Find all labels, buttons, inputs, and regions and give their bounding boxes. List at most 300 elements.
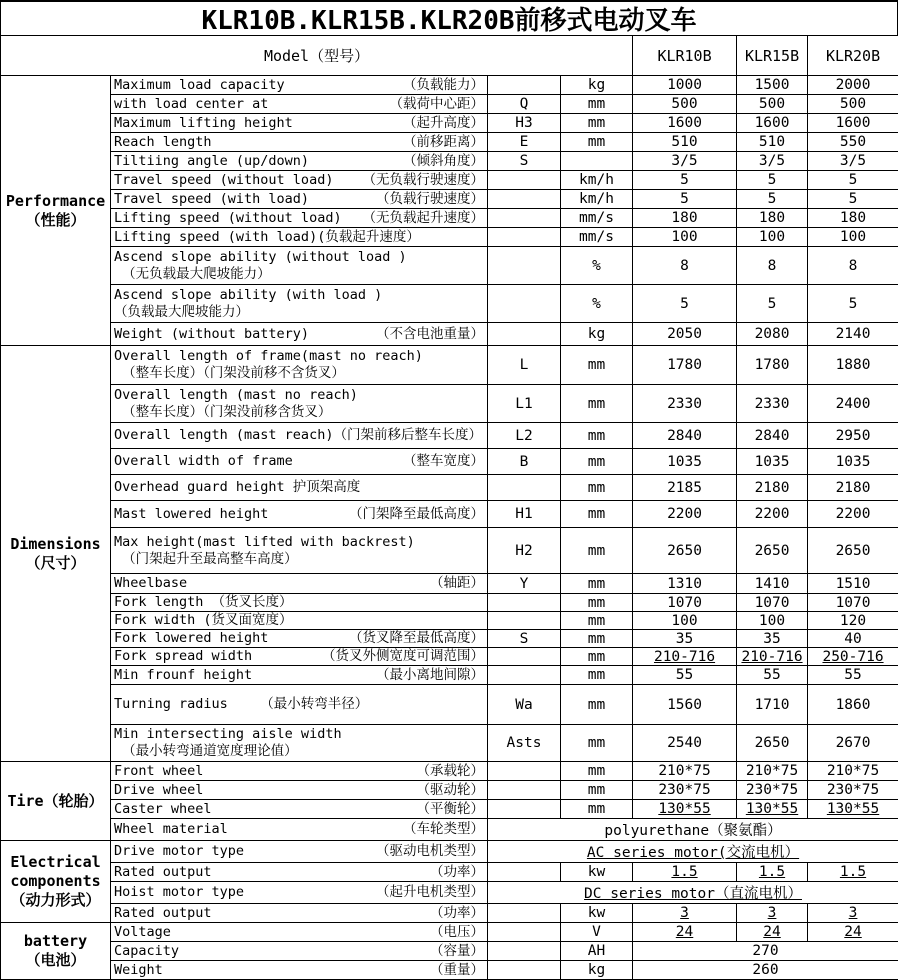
spec-label-en: Overall length (mast no reach) (114, 387, 484, 404)
value-klr20b: 1070 (808, 594, 898, 612)
value-klr10b: 100 (633, 612, 737, 630)
spec-label (111, 882, 488, 904)
value-klr15b: 130*55 (737, 800, 808, 819)
table-row (1, 209, 898, 228)
value-klr15b: 2650 (737, 528, 808, 574)
symbol-cell (488, 648, 561, 666)
spec-label (111, 762, 488, 781)
spec-label-cn: （平衡轮） (417, 801, 485, 818)
table-row (1, 95, 898, 114)
spec-label (111, 114, 488, 133)
spec-label (111, 449, 488, 475)
value-klr10b: 1780 (633, 346, 737, 385)
spec-label-en: Fork spread width (114, 648, 252, 665)
unit-cell: mm (561, 800, 633, 819)
value-klr15b: 2180 (737, 475, 808, 501)
value-klr10b: 55 (633, 666, 737, 685)
spec-label-cn: （功率） (430, 864, 484, 881)
value-klr10b: 5 (633, 171, 737, 190)
value-klr10b: 2650 (633, 528, 737, 574)
spec-label (111, 961, 488, 980)
table-row (1, 574, 898, 594)
value-klr20b: 40 (808, 630, 898, 648)
unit-cell: kg (561, 323, 633, 346)
spec-value-merged: DC series motor（直流电机） (488, 882, 898, 904)
value-klr10b: 1600 (633, 114, 737, 133)
spec-label (111, 209, 488, 228)
spec-label-en: Weight (114, 962, 163, 979)
spec-label-text: Fork length （货叉长度） (114, 594, 293, 610)
spec-label-en: Fork lowered height (114, 630, 268, 647)
symbol-cell: H2 (488, 528, 561, 574)
symbol-cell: S (488, 630, 561, 648)
unit-cell: % (561, 285, 633, 323)
value-klr15b: 1600 (737, 114, 808, 133)
spec-label-text: Fork width (货叉面宽度） (114, 612, 293, 628)
spec-label (111, 501, 488, 528)
unit-cell: km/h (561, 190, 633, 209)
spec-label-cn: （整车长度）（门架没前移含货叉） (114, 404, 484, 421)
spec-label-cn: （最小转弯通道宽度理论值） (114, 743, 484, 760)
spec-label (111, 666, 488, 685)
table-row (1, 961, 898, 980)
value-klr20b: 1510 (808, 574, 898, 594)
spec-label-cn: （起升电机类型） (376, 884, 484, 901)
spec-label (111, 685, 488, 725)
spec-label-en: Overall width of frame (114, 453, 293, 470)
table-row (1, 114, 898, 133)
spec-label-text: Overhead guard height 护顶架高度 (114, 479, 360, 495)
spec-label (111, 942, 488, 961)
symbol-cell (488, 612, 561, 630)
spec-label (111, 819, 488, 841)
value-klr10b: 5 (633, 190, 737, 209)
spec-label-en: Maximum load capacity (114, 77, 285, 94)
spec-label-en: Caster wheel (114, 801, 212, 818)
spec-label-cn: （无负载起升速度） (363, 210, 485, 227)
symbol-cell (488, 285, 561, 323)
symbol-cell (488, 942, 561, 961)
value-klr15b: 1035 (737, 449, 808, 475)
value-klr10b: 35 (633, 630, 737, 648)
unit-cell: mm (561, 423, 633, 449)
table-row (1, 228, 898, 247)
value-klr20b: 2670 (808, 725, 898, 762)
value-klr15b: 100 (737, 228, 808, 247)
unit-cell: mm (561, 501, 633, 528)
value-klr20b: 250-716 (808, 648, 898, 666)
value-klr10b: 2330 (633, 385, 737, 423)
spec-label (111, 475, 488, 501)
value-klr20b: 100 (808, 228, 898, 247)
unit-cell: mm (561, 685, 633, 725)
spec-label (111, 574, 488, 594)
spec-label (111, 190, 488, 209)
spec-label-text: Lifting speed (with load)(负载起升速度） (114, 229, 420, 245)
unit-cell: mm (561, 725, 633, 762)
table-row (1, 76, 898, 95)
spec-label (111, 725, 488, 762)
spec-label-cn: （货叉降至最低高度） (349, 630, 484, 647)
symbol-cell: Wa (488, 685, 561, 725)
value-klr20b: 2200 (808, 501, 898, 528)
value-klr10b: 510 (633, 133, 737, 152)
spec-label-en: Front wheel (114, 763, 203, 780)
value-klr15b: 2200 (737, 501, 808, 528)
spec-label (111, 95, 488, 114)
value-klr10b: 2840 (633, 423, 737, 449)
spec-label (111, 133, 488, 152)
unit-cell: mm (561, 574, 633, 594)
unit-cell: mm (561, 781, 633, 800)
value-klr20b: 1.5 (808, 863, 898, 882)
table-row (1, 863, 898, 882)
value-klr15b: 2080 (737, 323, 808, 346)
spec-label-en: Max height(mast lifted with backrest) (114, 534, 484, 551)
value-klr20b: 180 (808, 209, 898, 228)
table-row (1, 630, 898, 648)
spec-label (111, 630, 488, 648)
value-klr20b: 2400 (808, 385, 898, 423)
value-klr15b: 100 (737, 612, 808, 630)
spec-label (111, 781, 488, 800)
value-klr10b: 5 (633, 285, 737, 323)
section-label-line: Electrical (1, 853, 110, 872)
value-klr15b: 3/5 (737, 152, 808, 171)
table-row (1, 612, 898, 630)
spec-label (111, 904, 488, 923)
unit-cell: mm (561, 528, 633, 574)
section-label-battery (1, 923, 111, 980)
value-klr10b: 1000 (633, 76, 737, 95)
value-klr20b: 210*75 (808, 762, 898, 781)
table-row (1, 385, 898, 423)
spec-label (111, 171, 488, 190)
value-klr20b: 3/5 (808, 152, 898, 171)
value-klr15b: 8 (737, 247, 808, 285)
spec-label-en: Rated output (114, 864, 212, 881)
value-klr20b: 1860 (808, 685, 898, 725)
spec-label-en: Drive motor type (114, 843, 244, 860)
section-label-line: Performance (1, 192, 110, 211)
spec-label-cn: （无负载行驶速度） (363, 172, 485, 189)
table-row (1, 882, 898, 904)
spec-label-cn: （承载轮） (417, 763, 485, 780)
symbol-cell (488, 323, 561, 346)
value-klr15b: 230*75 (737, 781, 808, 800)
spec-label-en: Min intersecting aisle width (114, 726, 484, 743)
spec-label-cn: （容量） (430, 943, 484, 960)
value-klr10b: 3 (633, 904, 737, 923)
value-klr15b: 1500 (737, 76, 808, 95)
table-header-row (1, 36, 898, 76)
table-row (1, 594, 898, 612)
symbol-cell: E (488, 133, 561, 152)
spec-label-en: Voltage (114, 924, 171, 941)
value-klr15b: 35 (737, 630, 808, 648)
spec-value-merged: AC series motor(交流电机） (488, 841, 898, 863)
spec-label-cn: （功率） (430, 905, 484, 922)
spec-label-cn: （轴距） (430, 575, 484, 592)
spec-label-en: Lifting speed (without load) (114, 210, 342, 227)
value-klr10b: 1.5 (633, 863, 737, 882)
section-label-line: （性能） (1, 211, 110, 230)
spec-label-cn: （整车长度）（门架没前移不含货叉） (114, 365, 484, 382)
spec-label-en: Overall length of frame(mast no reach) (114, 348, 484, 365)
value-klr20b: 2000 (808, 76, 898, 95)
value-klr10b: 210*75 (633, 762, 737, 781)
model-header-klr20b: KLR20B (808, 36, 898, 76)
symbol-cell (488, 475, 561, 501)
value-klr20b: 55 (808, 666, 898, 685)
page-title: KLR10B.KLR15B.KLR20B前移式电动叉车 (0, 0, 898, 35)
table-row (1, 942, 898, 961)
unit-cell: V (561, 923, 633, 942)
spec-label-en: Weight (without battery) (114, 326, 309, 343)
spec-label-en: Wheel material (114, 821, 228, 838)
value-klr15b: 1780 (737, 346, 808, 385)
unit-cell: mm (561, 449, 633, 475)
value-klr15b: 2840 (737, 423, 808, 449)
value-klr15b: 1710 (737, 685, 808, 725)
unit-cell: mm (561, 594, 633, 612)
symbol-cell: L1 (488, 385, 561, 423)
spec-label-en: Wheelbase (114, 575, 187, 592)
symbol-cell: H3 (488, 114, 561, 133)
value-klr15b: 510 (737, 133, 808, 152)
spec-label-en: Maximum lifting height (114, 115, 293, 132)
spec-label-cn: （电压） (430, 924, 484, 941)
section-label-electrical (1, 841, 111, 923)
value-klr20b: 1035 (808, 449, 898, 475)
symbol-cell: B (488, 449, 561, 475)
table-row (1, 800, 898, 819)
value-klr20b: 500 (808, 95, 898, 114)
spec-label-cn: （整车宽度） (403, 453, 484, 470)
spec-label-cn: （最小离地间隙） (376, 667, 484, 684)
value-klr15b: 1410 (737, 574, 808, 594)
unit-cell: AH (561, 942, 633, 961)
spec-label-cn: （倾斜角度） (403, 153, 484, 170)
value-klr20b: 5 (808, 171, 898, 190)
unit-cell: mm (561, 114, 633, 133)
unit-cell: km/h (561, 171, 633, 190)
symbol-cell: L (488, 346, 561, 385)
spec-label (111, 423, 488, 449)
table-row (1, 171, 898, 190)
spec-label-en: Rated output (114, 905, 212, 922)
section-label-line: Dimensions (1, 535, 110, 554)
spec-value-merged: 270 (633, 942, 898, 961)
spec-label-en: Travel speed (without load) (114, 172, 333, 189)
value-klr10b: 1035 (633, 449, 737, 475)
unit-cell: % (561, 247, 633, 285)
symbol-cell: H1 (488, 501, 561, 528)
unit-cell: mm (561, 666, 633, 685)
symbol-cell (488, 904, 561, 923)
spec-label (111, 228, 488, 247)
spec-label (111, 152, 488, 171)
value-klr20b: 3 (808, 904, 898, 923)
value-klr10b: 8 (633, 247, 737, 285)
value-klr20b: 5 (808, 190, 898, 209)
spec-label (111, 346, 488, 385)
section-label-dimensions (1, 346, 111, 762)
value-klr10b: 210-716 (633, 648, 737, 666)
value-klr20b: 1600 (808, 114, 898, 133)
value-klr10b: 1560 (633, 685, 737, 725)
symbol-cell (488, 190, 561, 209)
value-klr10b: 100 (633, 228, 737, 247)
spec-label-cn: （重量） (430, 962, 484, 979)
value-klr20b: 230*75 (808, 781, 898, 800)
model-header-klr15b: KLR15B (737, 36, 808, 76)
value-klr10b: 500 (633, 95, 737, 114)
value-klr10b: 1310 (633, 574, 737, 594)
spec-label-cn: （载荷中心距） (390, 96, 485, 113)
spec-label-cn: （门架降至最低高度） (349, 506, 484, 523)
unit-cell (561, 152, 633, 171)
value-klr10b: 180 (633, 209, 737, 228)
symbol-cell (488, 228, 561, 247)
spec-label (111, 863, 488, 882)
section-label-line: Tire（轮胎） (1, 792, 110, 811)
table-row (1, 841, 898, 863)
unit-cell: mm/s (561, 228, 633, 247)
spec-label-en: Hoist motor type (114, 884, 244, 901)
value-klr15b: 5 (737, 285, 808, 323)
table-row (1, 528, 898, 574)
spec-label (111, 76, 488, 95)
spec-table (0, 35, 898, 980)
spec-label-en: Travel speed (with load) (114, 191, 309, 208)
spec-label (111, 385, 488, 423)
value-klr15b: 5 (737, 190, 808, 209)
unit-cell: mm (561, 95, 633, 114)
table-row (1, 781, 898, 800)
spec-label-cn: （车轮类型） (403, 821, 484, 838)
table-row (1, 475, 898, 501)
symbol-cell (488, 209, 561, 228)
unit-cell: mm (561, 630, 633, 648)
table-row (1, 285, 898, 323)
value-klr15b: 210-716 (737, 648, 808, 666)
symbol-cell (488, 781, 561, 800)
unit-cell: mm (561, 762, 633, 781)
spec-label (111, 800, 488, 819)
unit-cell: kg (561, 76, 633, 95)
spec-label (111, 285, 488, 323)
unit-cell: mm (561, 648, 633, 666)
table-row (1, 247, 898, 285)
spec-label-en: Reach length (114, 134, 212, 151)
spec-label (111, 323, 488, 346)
symbol-cell (488, 666, 561, 685)
unit-cell: mm (561, 385, 633, 423)
value-klr15b: 500 (737, 95, 808, 114)
spec-label-cn: （起升高度） (403, 115, 484, 132)
spec-label-cn: （不含电池重量） (376, 326, 484, 343)
value-klr20b: 1880 (808, 346, 898, 385)
symbol-cell (488, 800, 561, 819)
symbol-cell: S (488, 152, 561, 171)
value-klr10b: 3/5 (633, 152, 737, 171)
section-label-line: battery (1, 932, 110, 951)
value-klr20b: 130*55 (808, 800, 898, 819)
section-label-performance (1, 76, 111, 346)
model-header-klr10b: KLR10B (633, 36, 737, 76)
table-row (1, 762, 898, 781)
table-row (1, 685, 898, 725)
section-label-line: （尺寸） (1, 554, 110, 573)
value-klr15b: 1.5 (737, 863, 808, 882)
unit-cell: mm (561, 475, 633, 501)
value-klr20b: 8 (808, 247, 898, 285)
spec-label-cn: （负载最大爬坡能力） (114, 304, 484, 321)
symbol-cell (488, 594, 561, 612)
spec-label-en: Min frounf height (114, 667, 252, 684)
table-row (1, 190, 898, 209)
value-klr15b: 210*75 (737, 762, 808, 781)
value-klr10b: 2050 (633, 323, 737, 346)
spec-value-merged: polyurethane（聚氨酯） (488, 819, 898, 841)
spec-label-en: Mast lowered height (114, 506, 268, 523)
spec-label-en: with load center at (114, 96, 268, 113)
value-klr15b: 55 (737, 666, 808, 685)
spec-label-cn: （驱动轮） (417, 782, 485, 799)
spec-label (111, 528, 488, 574)
value-klr15b: 180 (737, 209, 808, 228)
value-klr15b: 1070 (737, 594, 808, 612)
value-klr10b: 130*55 (633, 800, 737, 819)
table-row (1, 449, 898, 475)
table-row (1, 725, 898, 762)
table-row (1, 666, 898, 685)
spec-label-en: Ascend slope ability (without load ) (114, 249, 484, 266)
spec-label-en: Ascend slope ability (with load ) (114, 287, 484, 304)
value-klr10b: 2200 (633, 501, 737, 528)
spec-label-en: Tiltiing angle (up/down) (114, 153, 309, 170)
table-row (1, 501, 898, 528)
spec-label (111, 648, 488, 666)
section-label-line: components (1, 872, 110, 891)
table-row (1, 346, 898, 385)
value-klr20b: 120 (808, 612, 898, 630)
spec-label-cn: （负载能力） (403, 77, 484, 94)
spec-label-cn: （门架起升至最高整车高度） (114, 551, 484, 568)
unit-cell: kw (561, 863, 633, 882)
unit-cell: mm (561, 612, 633, 630)
symbol-cell (488, 762, 561, 781)
spec-label-cn: （驱动电机类型） (376, 843, 484, 860)
table-row (1, 323, 898, 346)
table-row (1, 423, 898, 449)
value-klr10b: 1070 (633, 594, 737, 612)
value-klr20b: 2180 (808, 475, 898, 501)
symbol-cell (488, 171, 561, 190)
spec-label-cn: （货叉外侧宽度可调范围） (322, 648, 484, 665)
symbol-cell: Y (488, 574, 561, 594)
table-row (1, 904, 898, 923)
spec-label (111, 612, 488, 630)
value-klr15b: 2330 (737, 385, 808, 423)
value-klr15b: 3 (737, 904, 808, 923)
value-klr20b: 550 (808, 133, 898, 152)
spec-label-text: Overall length (mast reach)（门架前移后整车长度） (114, 427, 482, 443)
value-klr10b: 2540 (633, 725, 737, 762)
table-row (1, 133, 898, 152)
value-klr20b: 2650 (808, 528, 898, 574)
